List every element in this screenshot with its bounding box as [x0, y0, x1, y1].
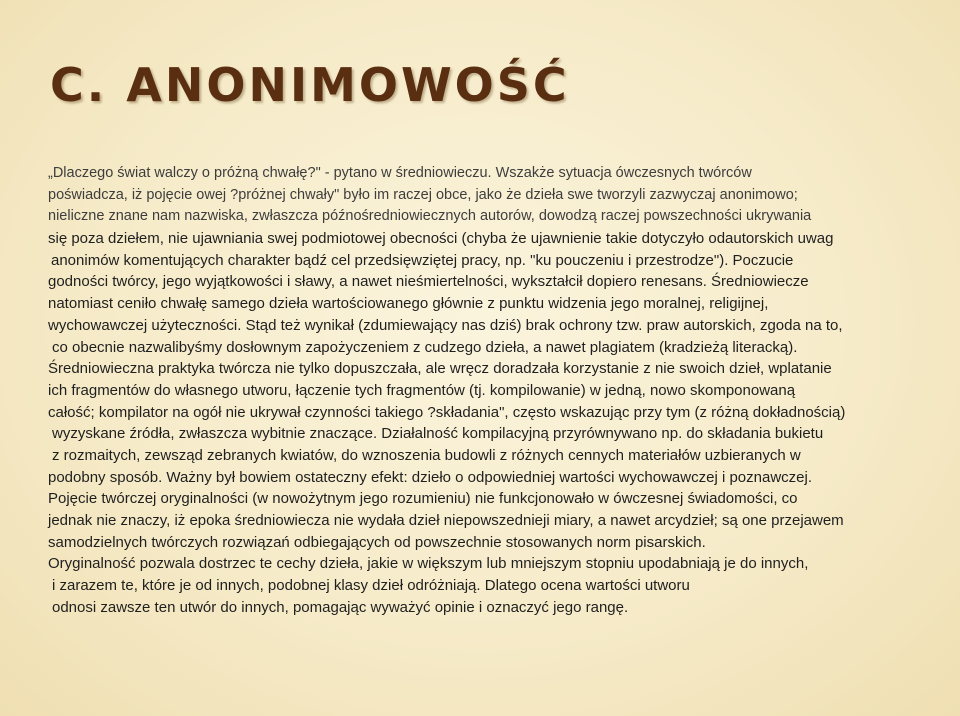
text-line: i zarazem te, które je od innych, podobnej klasy dzieł odróżniają. Dlatego ocena wartości utworu — [52, 577, 690, 595]
text-line: ich fragmentów do własnego utworu, łączenie tych fragmentów (tj. kompilowanie) w jedną, nowo skomponowaną — [48, 381, 796, 399]
text-line: całość; kompilator na ogół nie ukrywał czynności takiego ?składania", często wskazując przy tym (z różną dokładnością) — [48, 403, 846, 421]
text-line: wyzyskane źródła, zwłaszcza wybitnie znaczące. Działalność kompilacyjną przyrównywano np. do składania bukietu — [52, 425, 824, 443]
text-line: natomiast ceniło chwałę samego dzieła wartościowanego głównie z punktu widzenia jego moralnej, religijnej, — [48, 295, 769, 313]
text-line: się poza dziełem, nie ujawniania swej podmiotowej obecności (chyba że ujawnienie takie dotyczyło odautorskich uwag — [48, 230, 834, 248]
text-line: podobny sposób. Ważny był bowiem ostateczny efekt: dzieło o odpowiedniej wartości wychowawczej i poznawczej. — [48, 468, 812, 486]
text-line: godności twórcy, jego wyjątkowości i sławy, a nawet nieśmiertelności, wykształcił dopiero renesans. Średniowiecze — [48, 273, 809, 291]
text-line: Pojęcie twórczej oryginalności (w nowożytnym jego rozumieniu) nie funkcjonowało w ówczesnej świadomości, co — [48, 490, 798, 508]
text-line: wychowawczej użyteczności. Stąd też wynikał (zdumiewający nas dziś) brak ochrony tzw. praw autorskich, zgoda na to, — [48, 316, 843, 334]
text-line: Oryginalność pozwala dostrzec te cechy dzieła, jakie w większym lub mniejszym stopniu upodabniają je do innych, — [48, 555, 809, 573]
text-line: samodzielnych twórczych rozwiązań odbiegających od powszechnie stosowanych norm pisarskich. — [48, 533, 706, 551]
text-line: co obecnie nazwalibyśmy dosłownym zapożyczeniem z cudzego dzieła, a nawet plagiatem (kradzieżą literacką). — [52, 338, 798, 356]
text-line: nieliczne znane nam nazwiska, zwłaszcza późnośredniowiecznych autorów, dowodzą raczej powszechności ukrywania — [48, 208, 812, 225]
slide-title: C. ANONIMOWOŚĆ — [50, 58, 570, 112]
text-line: „Dlaczego świat walczy o próżną chwałę?" - pytano w średniowieczu. Wszakże sytuacja ówczesnych twórców — [48, 165, 752, 181]
slide-body-text — [48, 163, 928, 618]
text-line: odnosi zawsze ten utwór do innych, pomagając wyważyć opinie i oznaczyć jego rangę. — [52, 598, 629, 616]
text-line: jednak nie znaczy, iż epoka średniowiecza nie wydała dzieł niepowszednieji miary, a nawet arcydzieł; są one przejawem — [48, 512, 844, 529]
text-line: anonimów komentujących charakter bądź cel przedsięwziętej pracy, np. "ku pouczeniu i przestrodze"). Poczucie — [51, 251, 794, 269]
text-line: poświadcza, iż pojęcie owej ?próżnej chwały" było im raczej obce, jako że dzieła swe tworzyli zazwyczaj anonimowo; — [48, 186, 798, 203]
text-line: Średniowieczna praktyka twórcza nie tylko dopuszczała, ale wręcz doradzała korzystanie z nie swoich dzieł, wplatanie — [48, 360, 832, 378]
text-line: z rozmaitych, zewsząd zebranych kwiatów, do wznoszenia budowli z różnych cennych materiałów uzbieranych w — [52, 446, 801, 464]
